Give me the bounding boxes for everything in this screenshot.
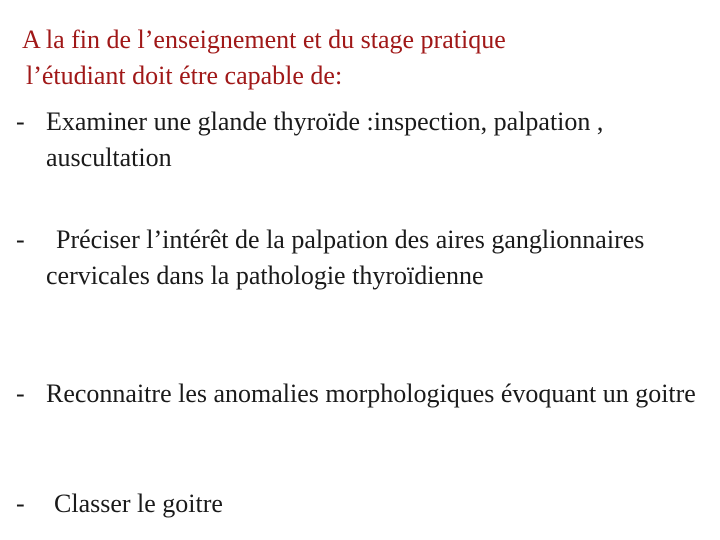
objective-item-classify <box>16 486 706 522</box>
objective-text: Examiner une glande thyroïde :inspection, palpation , auscultation <box>46 107 604 172</box>
intro-line-1: A la fin de l’enseignement et du stage pratique <box>22 25 506 54</box>
objective-item-palpation <box>16 222 706 294</box>
objective-text: Classer le goitre <box>54 489 223 518</box>
bullet-dash: - <box>16 379 25 408</box>
bullet-dash: - <box>16 107 25 136</box>
bullet-dash: - <box>16 489 25 518</box>
intro-line-2: l’étudiant doit étre capable de: <box>26 61 343 90</box>
objective-item-anomalies <box>16 376 706 412</box>
objective-text: Préciser l’intérêt de la palpation des aires ganglionnaires cervicales dans la pathologie thyroïdienne <box>46 225 645 290</box>
intro-heading <box>22 22 702 94</box>
objective-text: Reconnaitre les anomalies morphologiques évoquant un goitre <box>46 379 696 408</box>
objective-item-examine <box>16 104 706 176</box>
bullet-dash: - <box>16 225 25 254</box>
